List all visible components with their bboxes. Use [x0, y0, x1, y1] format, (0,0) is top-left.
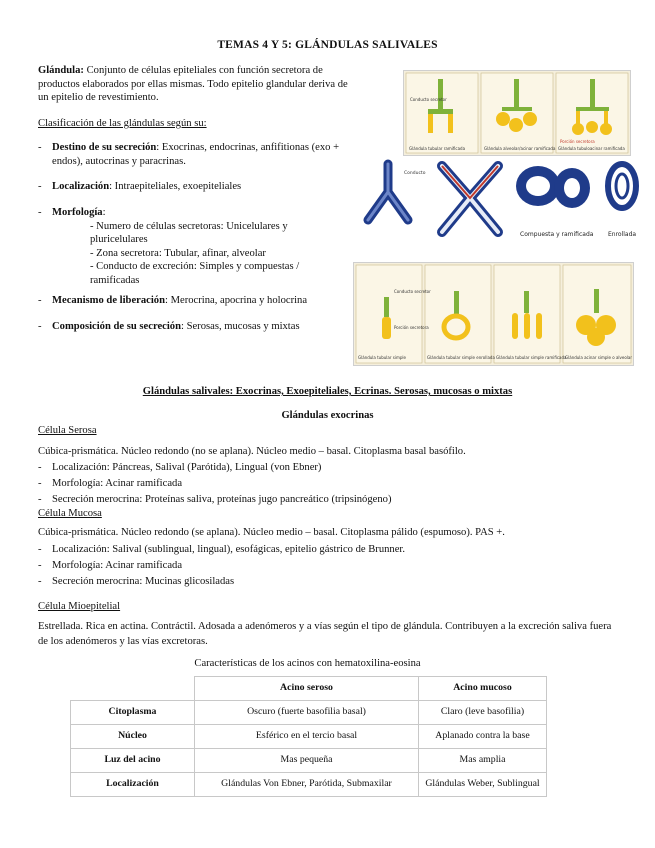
fig2-caption: Compuesta y ramificada	[520, 231, 594, 238]
row-label: Localización	[71, 773, 195, 797]
mucosa-desc: Cúbica-prismática. Núcleo redondo (se aplana). Núcleo medio – basal. Citoplasma pálido (espumoso). PAS +.	[38, 527, 505, 538]
clasif-text: : Intraepiteliales, exoepiteliales	[109, 181, 242, 192]
exocrinas-heading: Glándulas exocrinas	[281, 410, 374, 421]
clasif-term: Mecanismo de liberación	[52, 295, 165, 306]
clasif-text: : Merocrina, apocrina y holocrina	[164, 295, 308, 306]
row-label: Luz del acino	[71, 749, 195, 773]
clasif-item-composicion	[38, 320, 358, 334]
fig1-label: Porción secretora	[560, 139, 595, 144]
fig2-caption: Enrollada	[608, 231, 637, 238]
clasif-item-localizacion	[38, 180, 358, 194]
morfologia-sub-item: - Numero de células secretoras: Unicelulares y pluricelulares	[90, 220, 288, 246]
clasif-text: :	[102, 207, 106, 218]
fig3-label: Conducto secretor	[394, 289, 431, 294]
list-item: - Secreción merocrina: Mucinas glicosiladas	[38, 574, 618, 590]
fig3-label: Porción secretora	[394, 325, 429, 330]
compound-glands-figure	[360, 156, 642, 246]
clasif-item-destino	[38, 141, 358, 168]
serosa-desc: Cúbica-prismática. Núcleo redondo (no se aplana). Núcleo medio – basal. Citoplasma basal basófilo.	[38, 446, 466, 457]
fig3-caption: Glándula tubular simple enrollada	[427, 355, 495, 360]
mucosa-list	[38, 542, 618, 590]
fig1-label: Conducto secretor	[410, 97, 447, 102]
clasif-term: Composición de su secreción	[52, 321, 181, 332]
clasif-text: : Serosas, mucosas y mixtas	[181, 321, 300, 332]
cell-seroso: Oscuro (fuerte basofilia basal)	[195, 701, 419, 725]
header-seroso: Acino seroso	[195, 677, 419, 701]
fig2-label: Conducto	[404, 171, 426, 176]
acinos-table	[70, 676, 547, 797]
list-item: - Localización: Salival (sublingual, lingual), esofágicas, epitelio gástrico de Brunner.	[38, 542, 618, 558]
cell-seroso: Esférico en el tercio basal	[195, 725, 419, 749]
table-corner	[71, 677, 195, 701]
clasificacion-heading: Clasificación de las glándulas según su:	[38, 118, 207, 129]
list-item: - Morfología: Acinar ramificada	[38, 558, 618, 574]
fig3-caption: Glándula tubular simple	[358, 355, 406, 360]
serosa-title: Célula Serosa	[38, 425, 97, 436]
clasif-item-mecanismo	[38, 294, 358, 308]
fig1-caption: Glándula tubular ramificada	[409, 146, 466, 151]
cell-seroso: Mas pequeña	[195, 749, 419, 773]
cell-mucoso: Aplanado contra la base	[419, 725, 547, 749]
branched-glands-figure	[403, 70, 631, 156]
glandula-text: Conjunto de células epiteliales con función secretora de productos elaborados por ellas mismas. Todo epitelio glandular deriva de un epitelio de revestimiento.	[38, 65, 348, 104]
fig1-caption: Glándula alveolar/acinar ramificada	[484, 146, 556, 151]
row-label: Citoplasma	[71, 701, 195, 725]
serosa-list	[38, 460, 618, 508]
morfologia-sub-item: - Zona secretora: Tubular, afinar, alveolar	[90, 247, 266, 259]
glandula-term: Glándula:	[38, 65, 84, 76]
cell-mucoso: Mas amplia	[419, 749, 547, 773]
row-label: Núcleo	[71, 725, 195, 749]
clasif-item-morfologia	[38, 206, 358, 287]
mioepitelial-desc: Estrellada. Rica en actina. Contráctil. Adosada a adenómeros y a vías según el tipo de glándula. Contribuyen a la excreción saliva fuera de los adenómeros y las vías excretoras.	[38, 621, 612, 647]
table-row	[71, 701, 547, 725]
cell-mucoso: Glándulas Weber, Sublingual	[419, 773, 547, 797]
salivales-heading: Glándulas salivales: Exocrinas, Exoepiteliales, Ecrinas. Serosas, mucosas o mixtas	[142, 386, 513, 397]
clasif-term: Morfología	[52, 207, 103, 218]
header-mucoso: Acino mucoso	[419, 677, 547, 701]
cell-seroso: Glándulas Von Ebner, Parótida, Submaxilar	[195, 773, 419, 797]
fig1-caption: Glándula tubuloacinar ramificada	[558, 146, 625, 151]
clasif-term: Destino de su secreción	[52, 142, 157, 153]
cell-mucoso: Claro (leve basofilia)	[419, 701, 547, 725]
glandula-definition	[38, 64, 358, 105]
fig3-caption: Glándula tubular simple ramificada	[496, 355, 567, 360]
clasif-text: : Exocrinas, endocrinas, anfifitionas (exo + endos), autocrinas y paracrinas.	[52, 142, 340, 167]
table-row	[71, 725, 547, 749]
table-row	[71, 749, 547, 773]
table-header-row	[71, 677, 547, 701]
table-caption: Características de los acinos con hematoxilina-eosina	[194, 658, 421, 669]
clasif-term: Localización	[52, 181, 110, 192]
list-item: - Localización: Páncreas, Salival (Parótida), Lingual (von Ebner)	[38, 460, 618, 476]
simple-glands-figure	[353, 262, 634, 366]
page-title: TEMAS 4 Y 5: GLÁNDULAS SALIVALES	[217, 39, 438, 51]
mucosa-title: Célula Mucosa	[38, 508, 102, 519]
fig3-caption: Glándula acinar simple o alveolar	[565, 355, 633, 360]
table-row	[71, 773, 547, 797]
list-item: - Morfología: Acinar ramificada	[38, 476, 618, 492]
morfologia-sub-item: - Conducto de excreción: Simples y compuestas / ramificadas	[90, 261, 300, 286]
list-item: - Secreción merocrina: Proteínas saliva, proteínas jugo pancreático (tripsinógeno)	[38, 492, 618, 508]
mioepitelial-title: Célula Mioepitelial	[38, 601, 121, 612]
